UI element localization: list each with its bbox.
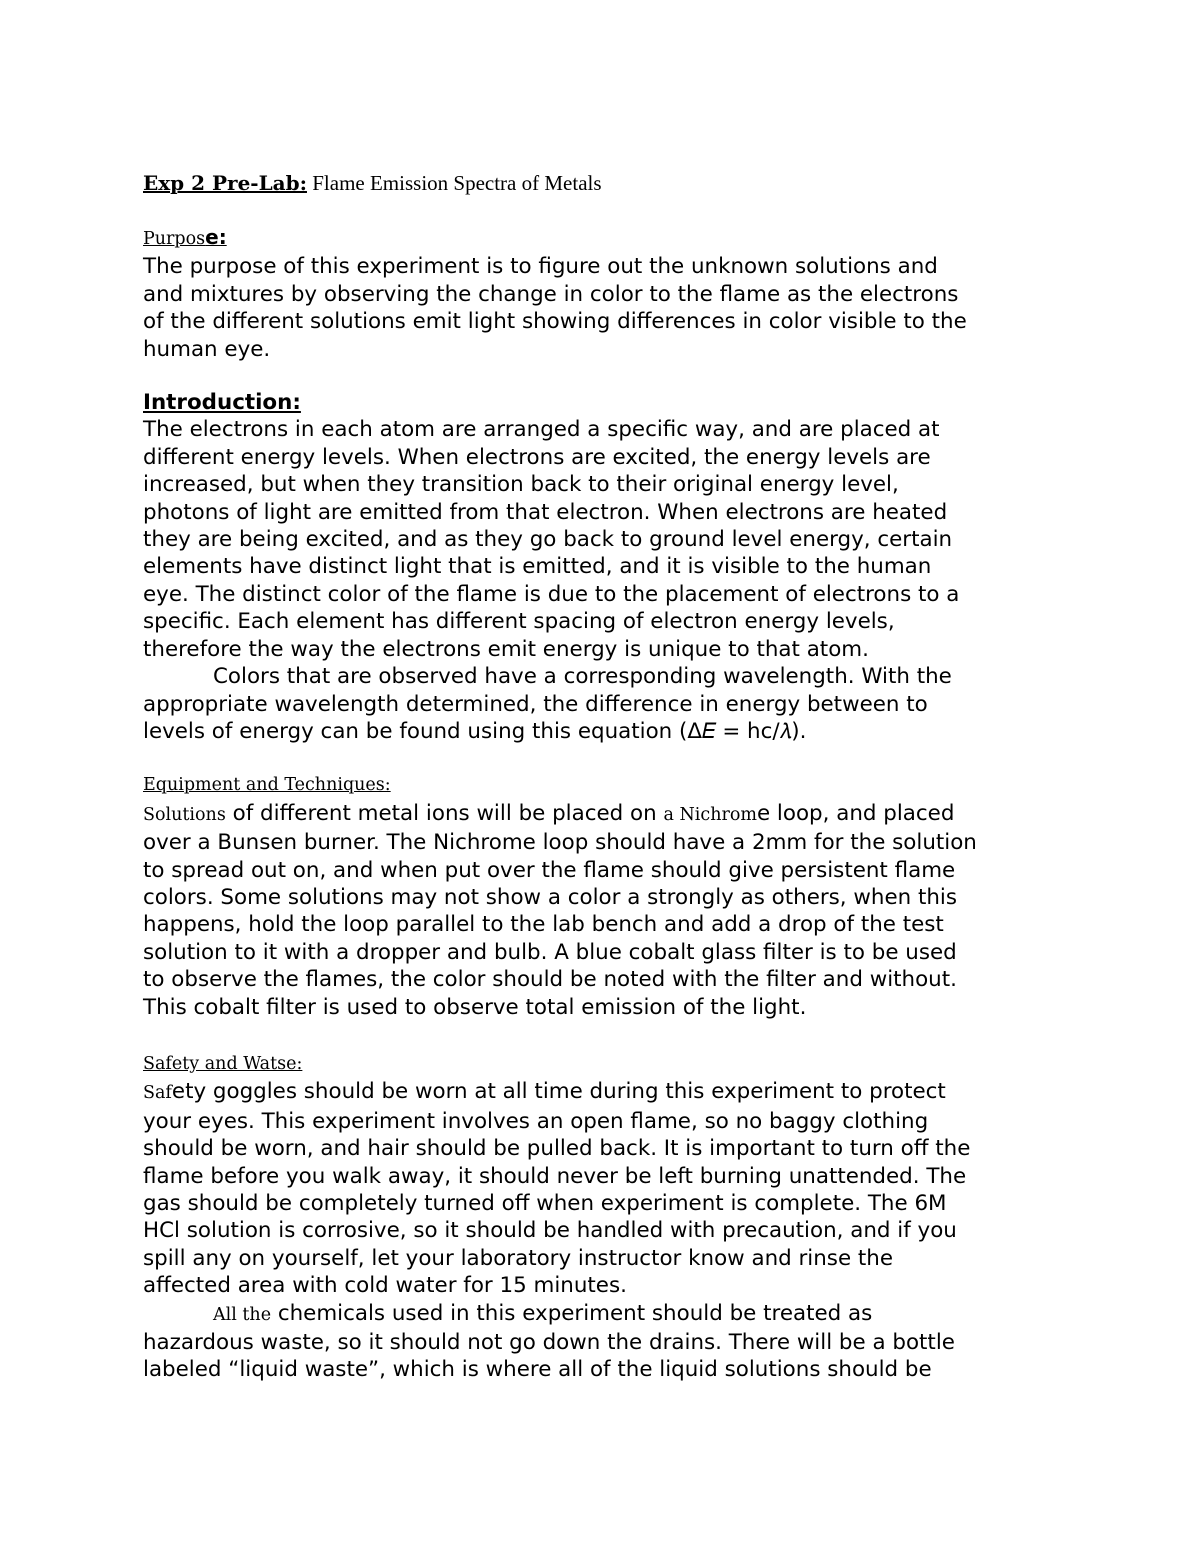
introduction-heading: Introduction: [143, 390, 301, 416]
equipment-line: happens, hold the loop parallel to the lab bench and add a drop of the test [143, 912, 944, 938]
equipment-text-serif: Solutions [143, 804, 226, 825]
introduction-line: The electrons in each atom are arranged a specific way, and are placed at [143, 417, 940, 443]
equipment-line: solution to it with a dropper and bulb. A blue cobalt glass filter is to be used [143, 939, 957, 965]
safety-heading: Safety and Watse: [143, 1053, 303, 1074]
safety-text: ety goggles should be worn at all time during this experiment to protect [171, 1079, 946, 1105]
introduction-line: different energy levels. When electrons are excited, the energy levels are [143, 444, 931, 470]
equipment-line: to observe the flames, the color should be noted with the filter and without. [143, 967, 957, 993]
safety-line: gas should be completely turned off when experiment is complete. The 6M [143, 1191, 947, 1216]
purpose-heading-main: Purpos [143, 229, 206, 249]
introduction-paragraph [143, 416, 1068, 745]
introduction-line: photons of light are emitted from that electron. When electrons are heated [143, 499, 948, 525]
spacer [143, 363, 1068, 389]
equipment-line: to spread out on, and when put over the flame should give persistent flame [143, 857, 956, 883]
spacer [143, 198, 1068, 224]
introduction-line: eye. The distinct color of the flame is due to the placement of electrons to a [143, 581, 960, 607]
introduction-line: therefore the way the electrons emit energy is unique to that atom. [143, 636, 869, 662]
equipment-line: This cobalt filter is used to observe total emission of the light. [143, 994, 807, 1020]
equipment-text-serif: a Nichrom [663, 804, 757, 825]
purpose-paragraph [143, 253, 1068, 363]
equipment-text: e loop, and placed [756, 800, 955, 826]
waste-line: hazardous waste, so it should not go down the drains. There will be a bottle [143, 1330, 955, 1356]
document-body [143, 170, 1068, 1384]
purpose-heading-tail: e: [205, 225, 227, 249]
waste-line [143, 1300, 1068, 1329]
safety-line: spill any on yourself, let your laboratory instructor know and rinse the [143, 1245, 894, 1271]
equipment-line: over a Bunsen burner. The Nichrome loop should have a 2mm for the solution [143, 830, 977, 856]
introduction-line: Colors that are observed have a corresponding wavelength. With the [213, 664, 952, 690]
document-title [143, 170, 1068, 198]
purpose-line: and mixtures by observing the change in color to the flame as the electrons [143, 281, 959, 307]
safety-line: affected area with cold water for 15 minutes. [143, 1273, 627, 1299]
introduction-line: they are being excited, and as they go back to ground level energy, certain [143, 527, 953, 553]
equipment-line: colors. Some solutions may not show a color a strongly as others, when this [143, 884, 957, 910]
title-experiment-label: Exp 2 Pre-Lab: [143, 171, 307, 195]
introduction-line: appropriate wavelength determined, the difference in energy between to [143, 691, 928, 717]
title-topic: Flame Emission Spectra of Metals [306, 171, 602, 195]
waste-text-serif: All the [213, 1304, 272, 1325]
purpose-line: The purpose of this experiment is to figure out the unknown solutions and [143, 254, 938, 280]
safety-line: should be worn, and hair should be pulled back. It is important to turn off the [143, 1136, 971, 1162]
spacer [143, 1021, 1068, 1051]
safety-line: HCl solution is corrosive, so it should be handled with precaution, and if you [143, 1218, 957, 1244]
purpose-heading [143, 224, 1068, 253]
energy-equation-line: levels of energy can be found using this equation (Δ𝐸 = hc/𝜆). [143, 718, 807, 744]
safety-text-serif: Saf [143, 1083, 172, 1104]
purpose-line: of the different solutions emit light showing differences in color visible to the [143, 309, 967, 335]
introduction-line: specific. Each element has different spacing of electron energy levels, [143, 609, 895, 635]
introduction-line: elements have distinct light that is emitted, and it is visible to the human [143, 554, 932, 580]
safety-paragraph [143, 1078, 1068, 1383]
purpose-line: human eye. [143, 336, 271, 362]
equipment-text: of different metal ions will be placed on [225, 800, 664, 826]
waste-text: chemicals used in this experiment should be treated as [271, 1300, 873, 1326]
introduction-line: increased, but when they transition back to their original energy level, [143, 472, 899, 498]
equipment-heading: Equipment and Techniques: [143, 775, 391, 796]
equipment-line [143, 800, 1068, 829]
safety-line: your eyes. This experiment involves an open flame, so no baggy clothing [143, 1108, 929, 1134]
spacer [143, 745, 1068, 772]
equipment-paragraph [143, 800, 1068, 1021]
waste-line: labeled “liquid waste”, which is where all of the liquid solutions should be [143, 1357, 932, 1383]
safety-line [143, 1078, 1068, 1107]
safety-line: flame before you walk away, it should never be left burning unattended. The [143, 1163, 967, 1189]
